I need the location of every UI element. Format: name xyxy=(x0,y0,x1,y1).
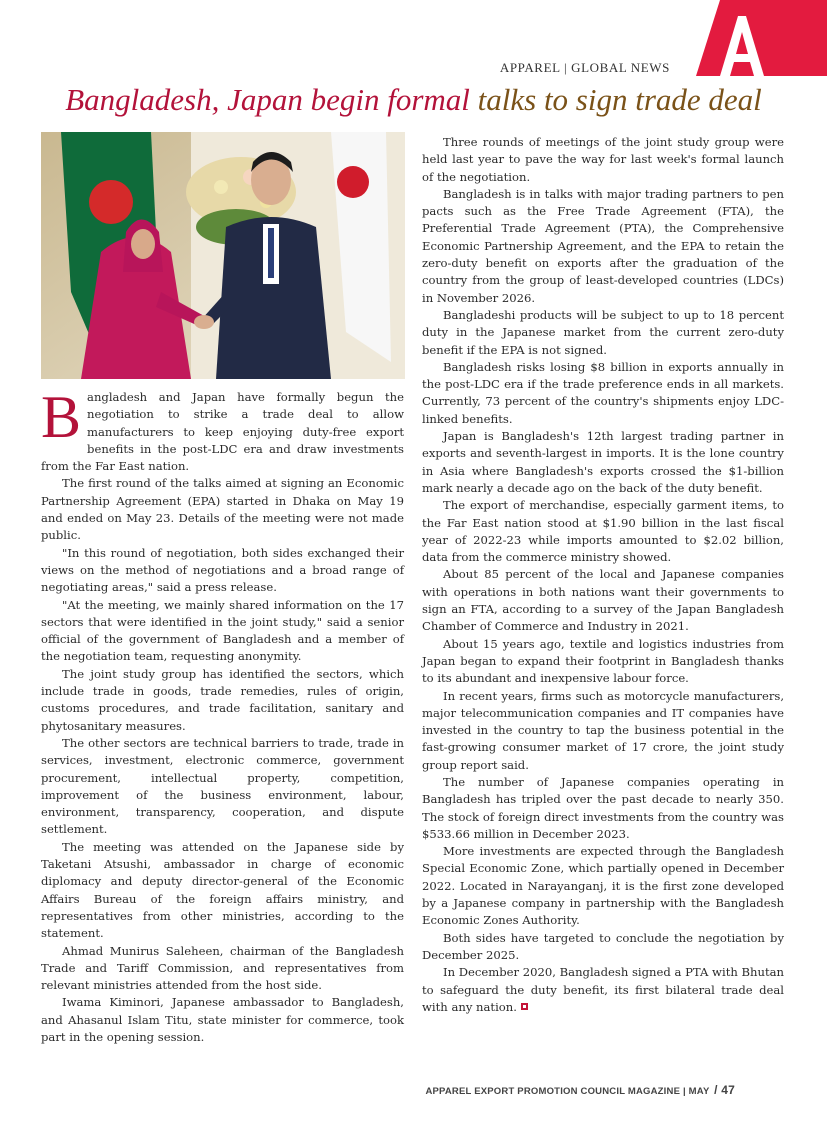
article-paragraph: Bangladesh and Japan have formally begun the negotiation to strike a trade deal to allow manufacturers to keep enjoying duty-free export benefits in the post-LDC era and draw investments from the Far East nation. xyxy=(41,384,404,474)
logo-red-band xyxy=(696,0,827,76)
page-number: / 47 xyxy=(714,1083,735,1097)
article-paragraph: Both sides have targeted to conclude the negotiation by December 2025. xyxy=(422,930,784,962)
article-paragraph: The first round of the talks aimed at signing an Economic Partnership Agreement (EPA) started in Dhaka on May 19 and ended on May 23. Details of the meeting were not made public. xyxy=(41,476,404,543)
article-paragraph: Three rounds of meetings of the joint study group were held last year to pave the way for last week's formal launch of the negotiation. xyxy=(422,135,784,184)
article-headline xyxy=(0,82,827,118)
headline-part-1: Bangladesh, Japan begin formal xyxy=(65,82,470,117)
article-paragraph: About 15 years ago, textile and logistics industries from Japan began to expand their footprint in Bangladesh thanks to its abundant and inexpensive labour force. xyxy=(422,636,784,686)
drop-cap: B xyxy=(41,384,82,450)
article-paragraph: Iwama Kiminori, Japanese ambassador to Bangladesh, and Ahasanul Islam Titu, state minister for commerce, took part in the opening session. xyxy=(41,995,404,1044)
article-paragraph: "At the meeting, we mainly shared information on the 17 sectors that were identified in the joint study," said a senior official of the government of Bangladesh and a member of the negotiation team, requesting anonymity. xyxy=(41,597,404,664)
article-paragraph: About 85 percent of the local and Japanese companies with operations in both nations want their governments to sign an FTA, according to a survey of the Japan Bangladesh Chamber of Commerce and Industry in 2021. xyxy=(422,567,784,634)
article-paragraph: In recent years, firms such as motorcycle manufacturers, major telecommunication companies and IT companies have invested in the country to tap the business potential in the fast-growing consumer market of 17 crore, the joint study group report said. xyxy=(422,688,784,772)
article-column-left xyxy=(41,384,404,1046)
section-label: APPAREL | GLOBAL NEWS xyxy=(499,60,670,75)
article-paragraph: Ahmad Munirus Saleheen, chairman of the Bangladesh Trade and Tariff Commission, and representatives from relevant ministries attended from the host side. xyxy=(41,943,404,993)
article-paragraph: The joint study group has identified the sectors, which include trade in goods, trade remedies, rules of origin, customs procedures, and trade facilitation, sanitary and phytosanitary measures. xyxy=(41,666,404,733)
article-paragraph: More investments are expected through the Bangladesh Special Economic Zone, which partially opened in December 2022. Located in Narayanganj, it is the first zone developed by a Japanese company in partnership with the Bangladesh Economic Zones Authority. xyxy=(422,844,784,928)
page-footer xyxy=(425,1083,735,1097)
article-paragraph: The export of merchandise, especially garment items, to the Far East nation stood at $1.90 billion in the last fiscal year of 2022-23 while imports amounted to $2.02 billion, data from the commerce ministry showed. xyxy=(422,498,784,565)
article-paragraph: The meeting was attended on the Japanese side by Taketani Atsushi, ambassador in charge of economic diplomacy and deputy director-general of the Economic Affairs Bureau of the foreign affairs ministry, and representatives from other ministries, according to the statement. xyxy=(41,839,404,941)
article-paragraph: Bangladesh risks losing $8 billion in exports annually in the post-LDC era if the trade preference ends in all markets. Currently, 73 percent of the country's shipments enjoy LDC-linked benefits. xyxy=(422,359,784,426)
article-paragraph: Bangladesh is in talks with major trading partners to pen pacts such as the Free Trade Agreement (FTA), the Preferential Trade Agreement (PTA), the Comprehensive Economic Partnership Agreement, and the EPA to retain the zero-duty benefit on exports after the graduation of the country from the group of least-developed countries (LDCs) in November 2026. xyxy=(422,186,784,305)
magazine-logo xyxy=(676,0,827,76)
article-paragraph: The number of Japanese companies operating in Bangladesh has tripled over the past decade to nearly 350. The stock of foreign direct investments from the country was $533.66 million in December 2023. xyxy=(422,774,784,841)
article-photo xyxy=(41,132,405,379)
article-paragraph: Bangladeshi products will be subject to up to 18 percent duty in the Japanese market from the current zero-duty benefit if the EPA is not signed. xyxy=(422,307,784,357)
footer-publication: APPAREL EXPORT PROMOTION COUNCIL MAGAZINE | MAY xyxy=(425,1086,710,1097)
article-paragraph-last: In December 2020, Bangladesh signed a PTA with Bhutan to safeguard the duty benefit, its first bilateral trade deal with any nation. xyxy=(422,965,784,1014)
article-paragraph: "In this round of negotiation, both sides exchanged their views on the method of negotiations and a broad range of negotiating areas," said a press release. xyxy=(41,545,404,595)
end-square-icon xyxy=(521,1003,528,1010)
article-column-right xyxy=(422,134,784,1016)
article-paragraph: Japan is Bangladesh's 12th largest trading partner in exports and seventh-largest in imports. It is the lone country in Asia where Bangladesh's exports crossed the $1-billion mark nearly a decade ago on the back of the duty benefit. xyxy=(422,429,784,495)
article-paragraph: The other sectors are technical barriers to trade, trade in services, investment, electronic commerce, government procurement, intellectual property, competition, improvement of the business environment, labour, environment, transparency, cooperation, and dispute settlement. xyxy=(41,735,404,837)
headline-part-2: talks to sign trade deal xyxy=(477,82,762,117)
photo-icon xyxy=(41,132,405,379)
